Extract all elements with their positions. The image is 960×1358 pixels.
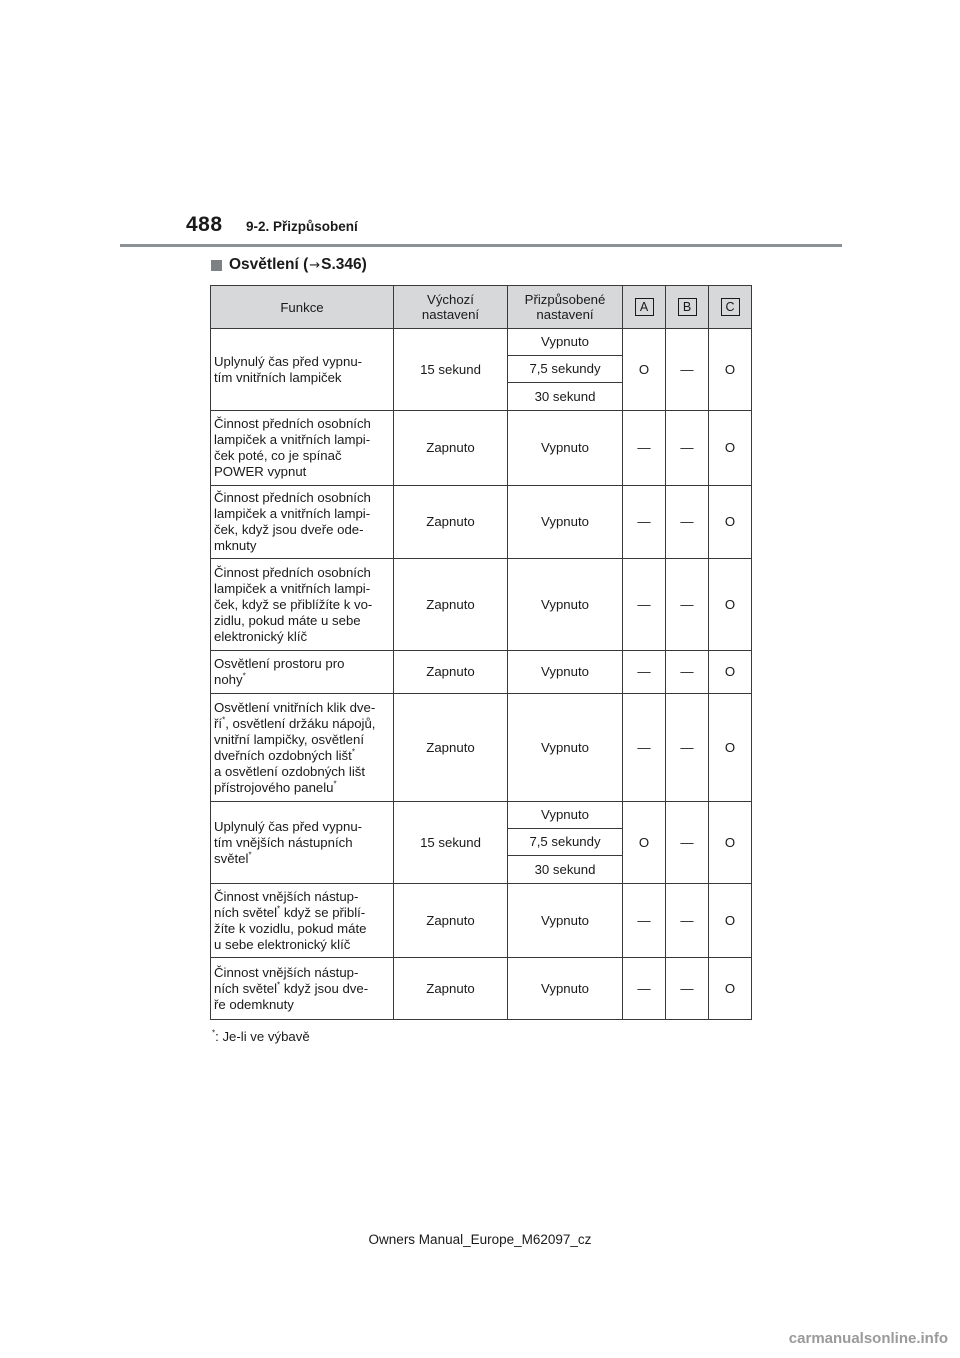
custom-cell: Vypnuto xyxy=(508,329,623,356)
default-cell: Zapnuto xyxy=(394,651,508,694)
custom-cell: 30 sekund xyxy=(508,856,623,884)
page-footer: Owners Manual_Europe_M62097_cz xyxy=(368,1232,592,1247)
default-cell: Zapnuto xyxy=(394,486,508,559)
col-a-cell: — xyxy=(623,958,666,1020)
function-cell: Činnost předních osobních lampiček a vnitřních lampi- ček, když se přiblížíte k vo- zidlu, pokud máte u sebe elektronický klíč xyxy=(211,559,394,651)
col-a-cell: — xyxy=(623,486,666,559)
header-divider xyxy=(120,244,842,247)
page-number: 488 xyxy=(186,213,223,236)
custom-cell: Vypnuto xyxy=(508,411,623,486)
custom-cell: Vypnuto xyxy=(508,958,623,1020)
function-cell: Uplynulý čas před vypnu- tím vnitřních lampiček xyxy=(211,329,394,411)
col-c-cell: O xyxy=(709,486,752,559)
function-cell: Činnost předních osobních lampiček a vnitřních lampi- ček poté, co je spínač POWER vypnut xyxy=(211,411,394,486)
table-header-row xyxy=(211,286,752,329)
col-a-cell: — xyxy=(623,559,666,651)
custom-cell: 7,5 sekundy xyxy=(508,829,623,856)
col-c-cell: O xyxy=(709,884,752,958)
function-cell: Uplynulý čas před vypnu- tím vnějších nástupních světel* xyxy=(211,802,394,884)
col-c-cell: O xyxy=(709,559,752,651)
default-cell: Zapnuto xyxy=(394,559,508,651)
footnote-text: : Je-li ve výbavě xyxy=(215,1029,310,1044)
col-c-cell: O xyxy=(709,411,752,486)
custom-cell: Vypnuto xyxy=(508,486,623,559)
col-a-cell: — xyxy=(623,884,666,958)
table-row xyxy=(211,651,752,694)
default-cell: 15 sekund xyxy=(394,802,508,884)
column-header-c: C xyxy=(709,286,752,329)
table-row xyxy=(211,958,752,1020)
default-cell: Zapnuto xyxy=(394,411,508,486)
col-b-cell: — xyxy=(666,411,709,486)
custom-cell: Vypnuto xyxy=(508,884,623,958)
col-c-cell: O xyxy=(709,694,752,802)
col-a-cell: O xyxy=(623,802,666,884)
col-b-cell: — xyxy=(666,651,709,694)
table-row xyxy=(211,486,752,559)
function-cell: Činnost předních osobních lampiček a vnitřních lampi- ček, když jsou dveře ode- mknuty xyxy=(211,486,394,559)
column-header-custom: Přizpůsobené nastavení xyxy=(508,286,623,329)
default-cell: Zapnuto xyxy=(394,884,508,958)
col-a-cell: O xyxy=(623,329,666,411)
column-header-function: Funkce xyxy=(211,286,394,329)
section-heading xyxy=(211,256,367,274)
table-row xyxy=(211,329,752,356)
table-row xyxy=(211,559,752,651)
custom-cell: Vypnuto xyxy=(508,802,623,829)
heading-page-ref: S.346) xyxy=(321,256,367,273)
col-c-cell: O xyxy=(709,329,752,411)
function-cell: Osvětlení prostoru pro nohy* xyxy=(211,651,394,694)
heading-text: Osvětlení ( xyxy=(229,256,309,273)
function-cell: Činnost vnějších nástup- ních světel* když se přiblí- žíte k vozidlu, pokud máte u sebe elektronický klíč xyxy=(211,884,394,958)
col-b-cell: — xyxy=(666,486,709,559)
col-a-cell: — xyxy=(623,651,666,694)
square-bullet-icon xyxy=(211,260,222,271)
col-b-cell: — xyxy=(666,559,709,651)
col-b-cell: — xyxy=(666,884,709,958)
settings-table xyxy=(210,285,752,1020)
custom-cell: 7,5 sekundy xyxy=(508,356,623,383)
watermark: carmanualsonline.info xyxy=(788,1330,948,1347)
col-c-cell: O xyxy=(709,958,752,1020)
default-cell: 15 sekund xyxy=(394,329,508,411)
footnote-marker: * xyxy=(212,1028,216,1038)
col-c-cell: O xyxy=(709,651,752,694)
col-a-cell: — xyxy=(623,694,666,802)
col-c-cell: O xyxy=(709,802,752,884)
custom-cell: Vypnuto xyxy=(508,694,623,802)
footnote-marker: * xyxy=(242,671,246,681)
arrow-right-icon: → xyxy=(309,257,321,273)
table-row xyxy=(211,411,752,486)
table-row xyxy=(211,802,752,829)
table-row xyxy=(211,884,752,958)
column-header-a: A xyxy=(623,286,666,329)
column-header-b: B xyxy=(666,286,709,329)
custom-cell: 30 sekund xyxy=(508,383,623,411)
function-cell: Činnost vnějších nástup- ních světel* když jsou dve- ře odemknuty xyxy=(211,958,394,1020)
column-header-default: Výchozí nastavení xyxy=(394,286,508,329)
default-cell: Zapnuto xyxy=(394,958,508,1020)
table-row xyxy=(211,694,752,802)
section-label: 9-2. Přizpůsobení xyxy=(246,219,358,234)
custom-cell: Vypnuto xyxy=(508,651,623,694)
default-cell: Zapnuto xyxy=(394,694,508,802)
col-b-cell: — xyxy=(666,329,709,411)
col-b-cell: — xyxy=(666,958,709,1020)
col-a-cell: — xyxy=(623,411,666,486)
footnote xyxy=(212,1029,310,1044)
col-b-cell: — xyxy=(666,802,709,884)
custom-cell: Vypnuto xyxy=(508,559,623,651)
col-b-cell: — xyxy=(666,694,709,802)
function-cell: Osvětlení vnitřních klik dve- ří*, osvětlení držáku nápojů, vnitřní lampičky, osvětlení dveřních ozdobných lišt* a osvětlení ozdobných lišt přístrojového panelu* xyxy=(211,694,394,802)
